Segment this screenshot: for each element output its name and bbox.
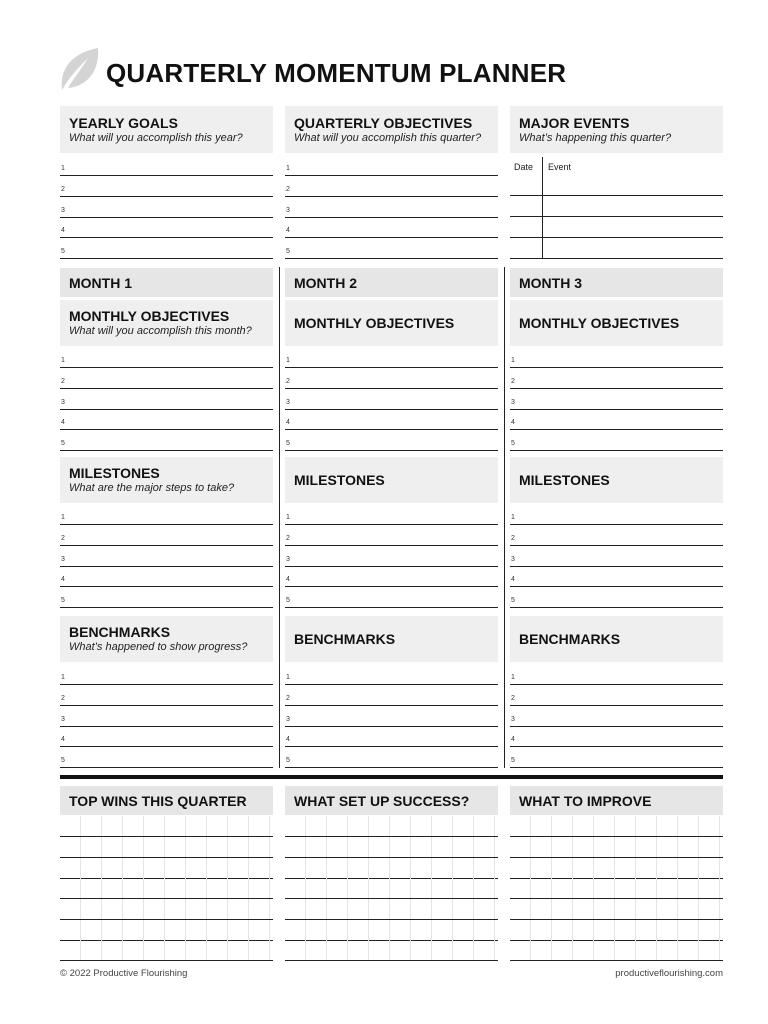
quarterly-objectives-title: QUARTERLY OBJECTIVES: [294, 114, 473, 131]
footer-copyright: © 2022 Productive Flourishing: [60, 968, 188, 979]
improve-line[interactable]: [510, 940, 723, 961]
line-number: 4: [511, 576, 515, 583]
event-row-line[interactable]: [510, 196, 723, 217]
improve-line[interactable]: [510, 878, 723, 899]
quarterly-objective-line[interactable]: [285, 217, 498, 238]
line-number: 1: [511, 357, 515, 364]
benchmark-line[interactable]: [510, 685, 723, 706]
line-number: 3: [286, 556, 290, 563]
success-line[interactable]: [285, 816, 498, 837]
line-number: 4: [511, 419, 515, 426]
line-number: 1: [61, 674, 65, 681]
monthly-objective-line[interactable]: [510, 368, 723, 389]
monthly-objective-line[interactable]: [285, 389, 498, 410]
benchmark-line[interactable]: [285, 685, 498, 706]
monthly-objective-line[interactable]: [60, 430, 273, 451]
page-title: QUARTERLY MOMENTUM PLANNER: [106, 58, 567, 88]
line-number: 4: [61, 227, 65, 234]
month-column-divider: [279, 267, 280, 768]
line-number: 3: [61, 207, 65, 214]
success-line[interactable]: [285, 940, 498, 961]
line-number: 3: [511, 399, 515, 406]
line-number: 5: [286, 440, 290, 447]
month-1-milestones-box: [60, 457, 273, 503]
major-events-title: MAJOR EVENTS: [519, 114, 630, 131]
milestone-line[interactable]: [60, 546, 273, 567]
milestone-line[interactable]: [60, 504, 273, 525]
line-number: 2: [61, 695, 65, 702]
month-2-objectives-title: MONTHLY OBJECTIVES: [294, 314, 455, 331]
month-1-milestones-subtitle: What are the major steps to take?: [69, 482, 235, 494]
month-2-milestones-title: MILESTONES: [294, 471, 385, 488]
benchmark-line[interactable]: [510, 726, 723, 747]
month-2-objectives-box: [285, 300, 498, 346]
top-wins-header: [60, 786, 273, 815]
monthly-objective-line[interactable]: [285, 368, 498, 389]
line-number: 1: [286, 165, 290, 172]
milestone-line[interactable]: [510, 504, 723, 525]
month-2-header: [285, 268, 498, 297]
benchmark-line[interactable]: [510, 664, 723, 685]
line-number: 2: [61, 378, 65, 385]
yearly-goal-line[interactable]: [60, 176, 273, 197]
line-number: 1: [286, 674, 290, 681]
line-number: 2: [286, 186, 290, 193]
major-events-box: [510, 106, 723, 153]
benchmark-line[interactable]: [285, 664, 498, 685]
month-1-label: MONTH 1: [69, 274, 132, 291]
improve-line[interactable]: [510, 816, 723, 837]
yearly-goal-line[interactable]: [60, 238, 273, 259]
line-number: 2: [286, 378, 290, 385]
line-number: 5: [286, 248, 290, 255]
month-2-benchmarks-title: BENCHMARKS: [294, 630, 396, 647]
milestone-line[interactable]: [285, 504, 498, 525]
line-number: 5: [511, 597, 515, 604]
success-line[interactable]: [285, 858, 498, 879]
improve-line[interactable]: [510, 858, 723, 879]
top-wins-line[interactable]: [60, 858, 273, 879]
month-1-objectives-subtitle: What will you accomplish this month?: [69, 325, 252, 337]
quarterly-objective-line[interactable]: [285, 176, 498, 197]
line-number: 4: [286, 736, 290, 743]
line-number: 4: [286, 227, 290, 234]
line-number: 4: [286, 576, 290, 583]
month-3-objectives-title: MONTHLY OBJECTIVES: [519, 314, 680, 331]
line-number: 5: [286, 597, 290, 604]
success-line[interactable]: [285, 837, 498, 858]
monthly-objective-line[interactable]: [510, 430, 723, 451]
events-event-header: Event: [548, 162, 572, 172]
quarterly-objective-line[interactable]: [285, 238, 498, 259]
month-1-milestones-title: MILESTONES: [69, 465, 160, 481]
monthly-objective-line[interactable]: [510, 409, 723, 430]
benchmark-line[interactable]: [60, 664, 273, 685]
line-number: 5: [286, 757, 290, 764]
milestone-line[interactable]: [510, 566, 723, 587]
quarterly-objective-line[interactable]: [285, 197, 498, 218]
month-1-objectives-box: [60, 300, 273, 346]
line-number: 1: [511, 674, 515, 681]
quarterly-objective-line[interactable]: [285, 155, 498, 176]
milestone-line[interactable]: [60, 566, 273, 587]
line-number: 4: [511, 736, 515, 743]
line-number: 5: [511, 440, 515, 447]
milestone-line[interactable]: [285, 525, 498, 546]
line-number: 4: [61, 736, 65, 743]
milestone-line[interactable]: [510, 525, 723, 546]
month-3-milestones-box: [510, 457, 723, 503]
line-number: 4: [286, 419, 290, 426]
line-number: 3: [286, 207, 290, 214]
line-number: 2: [286, 535, 290, 542]
improve-line[interactable]: [510, 899, 723, 920]
top-wins-line[interactable]: [60, 940, 273, 961]
quarterly-objectives-subtitle: What will you accomplish this quarter?: [294, 131, 482, 144]
improve-header: [510, 786, 723, 815]
milestone-line[interactable]: [285, 566, 498, 587]
top-wins-line[interactable]: [60, 878, 273, 899]
line-number: 2: [61, 535, 65, 542]
line-number: 3: [511, 716, 515, 723]
line-number: 3: [286, 716, 290, 723]
line-number: 5: [511, 757, 515, 764]
improve-line[interactable]: [510, 837, 723, 858]
line-number: 5: [61, 597, 65, 604]
milestone-line[interactable]: [60, 525, 273, 546]
line-number: 2: [511, 695, 515, 702]
month-3-label: MONTH 3: [519, 274, 582, 291]
line-number: 1: [286, 357, 290, 364]
improve-line[interactable]: [510, 920, 723, 941]
month-3-objectives-box: [510, 300, 723, 346]
line-number: 2: [511, 535, 515, 542]
leaf-icon: [58, 46, 100, 92]
monthly-objective-line[interactable]: [510, 347, 723, 368]
line-number: 5: [61, 440, 65, 447]
month-2-label: MONTH 2: [294, 274, 357, 291]
footer-url[interactable]: productiveflourishing.com: [615, 968, 723, 979]
yearly-goal-line[interactable]: [60, 197, 273, 218]
yearly-goals-box: [60, 106, 273, 153]
line-number: 1: [286, 514, 290, 521]
milestone-line[interactable]: [510, 546, 723, 567]
top-wins-line[interactable]: [60, 816, 273, 837]
line-number: 1: [61, 357, 65, 364]
line-number: 1: [511, 514, 515, 521]
milestone-line[interactable]: [285, 587, 498, 608]
month-3-milestones-title: MILESTONES: [519, 471, 610, 488]
monthly-objective-line[interactable]: [60, 409, 273, 430]
yearly-goals-title: YEARLY GOALS: [69, 114, 178, 131]
monthly-objective-line[interactable]: [60, 368, 273, 389]
line-number: 4: [61, 419, 65, 426]
line-number: 2: [286, 695, 290, 702]
milestone-line[interactable]: [60, 587, 273, 608]
line-number: 2: [511, 378, 515, 385]
month-2-benchmarks-box: [285, 616, 498, 662]
month-1-objectives-title: MONTHLY OBJECTIVES: [69, 308, 230, 324]
top-wins-title: TOP WINS THIS QUARTER: [69, 792, 247, 809]
month-column-divider: [504, 267, 505, 768]
yearly-goal-line[interactable]: [60, 217, 273, 238]
month-3-header: [510, 268, 723, 297]
line-number: 3: [61, 556, 65, 563]
month-1-benchmarks-subtitle: What’s happened to show progress?: [69, 641, 248, 653]
yearly-goals-subtitle: What will you accomplish this year?: [69, 131, 243, 144]
success-line[interactable]: [285, 878, 498, 899]
major-events-subtitle: What’s happening this quarter?: [519, 131, 672, 144]
benchmark-line[interactable]: [285, 747, 498, 768]
line-number: 2: [61, 186, 65, 193]
line-number: 5: [61, 757, 65, 764]
top-wins-line[interactable]: [60, 837, 273, 858]
line-number: 3: [61, 399, 65, 406]
line-number: 3: [286, 399, 290, 406]
benchmark-line[interactable]: [60, 747, 273, 768]
month-1-benchmarks-box: [60, 616, 273, 662]
monthly-objective-line[interactable]: [285, 347, 498, 368]
month-3-benchmarks-title: BENCHMARKS: [519, 630, 621, 647]
success-line[interactable]: [285, 920, 498, 941]
monthly-objective-line[interactable]: [60, 347, 273, 368]
month-2-milestones-box: [285, 457, 498, 503]
line-number: 5: [61, 248, 65, 255]
month-1-benchmarks-title: BENCHMARKS: [69, 624, 171, 640]
benchmark-line[interactable]: [60, 685, 273, 706]
top-wins-line[interactable]: [60, 920, 273, 941]
line-number: 3: [511, 556, 515, 563]
success-header: [285, 786, 498, 815]
milestone-line[interactable]: [285, 546, 498, 567]
events-date-header: Date: [514, 162, 534, 172]
benchmark-line[interactable]: [510, 747, 723, 768]
line-number: 1: [61, 514, 65, 521]
benchmark-line[interactable]: [60, 706, 273, 727]
benchmark-line[interactable]: [285, 726, 498, 747]
line-number: 1: [61, 165, 65, 172]
quarterly-objectives-box: [285, 106, 498, 153]
event-row-line[interactable]: [510, 175, 723, 196]
benchmark-line[interactable]: [285, 706, 498, 727]
milestone-line[interactable]: [510, 587, 723, 608]
event-row-line[interactable]: [510, 217, 723, 238]
monthly-objective-line[interactable]: [60, 389, 273, 410]
success-title: WHAT SET UP SUCCESS?: [294, 792, 470, 809]
month-3-benchmarks-box: [510, 616, 723, 662]
top-wins-line[interactable]: [60, 899, 273, 920]
section-divider: [60, 775, 723, 779]
monthly-objective-line[interactable]: [510, 389, 723, 410]
success-line[interactable]: [285, 899, 498, 920]
yearly-goal-line[interactable]: [60, 155, 273, 176]
line-number: 3: [61, 716, 65, 723]
improve-title: WHAT TO IMPROVE: [519, 792, 652, 809]
monthly-objective-line[interactable]: [285, 430, 498, 451]
line-number: 4: [61, 576, 65, 583]
month-1-header: [60, 268, 273, 297]
event-row-line[interactable]: [510, 238, 723, 259]
monthly-objective-line[interactable]: [285, 409, 498, 430]
benchmark-line[interactable]: [510, 706, 723, 727]
benchmark-line[interactable]: [60, 726, 273, 747]
